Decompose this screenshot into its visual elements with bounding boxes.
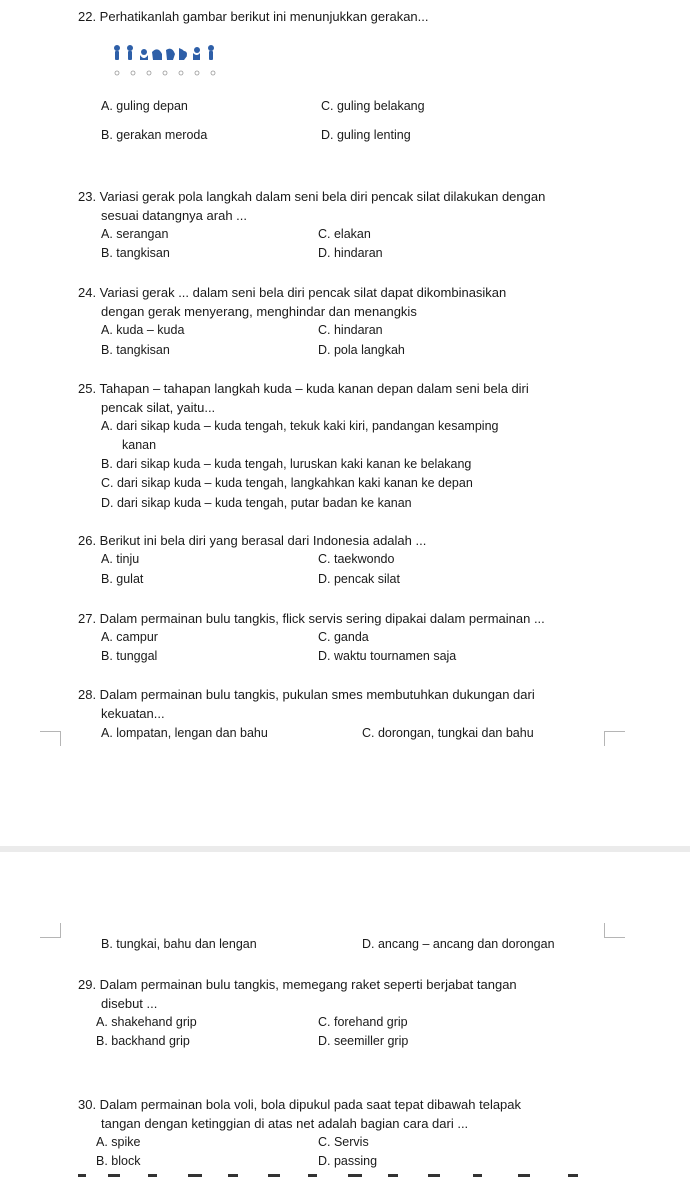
cut-off-next-line <box>78 1170 598 1177</box>
q29-option-b[interactable]: B. backhand grip <box>96 1034 190 1048</box>
q22-option-a[interactable]: A. guling depan <box>101 99 188 113</box>
question-23-stem-line2: sesuai datangnya arah ... <box>101 208 247 223</box>
q28-option-b[interactable]: B. tungkai, bahu dan lengan <box>101 937 257 951</box>
q28-option-c[interactable]: C. dorongan, tungkai dan bahu <box>362 726 534 740</box>
crop-mark-top-left <box>40 731 61 746</box>
question-29-stem-line2: disebut ... <box>101 996 158 1011</box>
q23-option-d[interactable]: D. hindaran <box>318 246 383 260</box>
question-22-stem: 22. Perhatikanlah gambar berikut ini menunjukkan gerakan... <box>78 9 429 24</box>
question-25-stem-line1: 25. Tahapan – tahapan langkah kuda – kuda kanan depan dalam seni bela diri <box>78 381 529 396</box>
question-28-stem-line1: 28. Dalam permainan bulu tangkis, pukulan smes membutuhkan dukungan dari <box>78 687 535 702</box>
question-23-stem-line1: 23. Variasi gerak pola langkah dalam seni bela diri pencak silat dilakukan dengan <box>78 189 546 204</box>
q24-option-d[interactable]: D. pola langkah <box>318 343 405 357</box>
q29-option-c[interactable]: C. forehand grip <box>318 1015 408 1029</box>
q23-option-b[interactable]: B. tangkisan <box>101 246 170 260</box>
rolling-figures-illustration <box>111 40 221 80</box>
q27-option-d[interactable]: D. waktu tournamen saja <box>318 649 457 663</box>
q23-option-c[interactable]: C. elakan <box>318 227 371 241</box>
q28-option-d[interactable]: D. ancang – ancang dan dorongan <box>362 937 555 951</box>
q22-option-d[interactable]: D. guling lenting <box>321 128 411 142</box>
question-30-stem-line1: 30. Dalam permainan bola voli, bola dipukul pada saat tepat dibawah telapak <box>78 1097 522 1112</box>
q27-option-a[interactable]: A. campur <box>101 630 158 644</box>
q25-option-a-line2[interactable]: kanan <box>122 438 157 452</box>
q27-option-b[interactable]: B. tunggal <box>101 649 158 663</box>
q25-option-d[interactable]: D. dari sikap kuda – kuda tengah, putar badan ke kanan <box>101 496 412 510</box>
q27-option-c[interactable]: C. ganda <box>318 630 369 644</box>
q25-option-b[interactable]: B. dari sikap kuda – kuda tengah, luruskan kaki kanan ke belakang <box>101 457 472 471</box>
question-24-stem-line1: 24. Variasi gerak ... dalam seni bela diri pencak silat dapat dikombinasikan <box>78 285 507 300</box>
q24-option-c[interactable]: C. hindaran <box>318 323 383 337</box>
q29-option-a[interactable]: A. shakehand grip <box>96 1015 197 1029</box>
question-30-stem-line2: tangan dengan ketinggian di atas net adalah bagian cara dari ... <box>101 1116 469 1131</box>
q28-option-a[interactable]: A. lompatan, lengan dan bahu <box>101 726 268 740</box>
crop-mark-bottom-left <box>40 923 61 938</box>
q22-option-c[interactable]: C. guling belakang <box>321 99 425 113</box>
crop-mark-top-right <box>604 731 625 746</box>
question-25-stem-line2: pencak silat, yaitu... <box>101 400 216 415</box>
q26-option-b[interactable]: B. gulat <box>101 572 144 586</box>
q26-option-c[interactable]: C. taekwondo <box>318 552 395 566</box>
q24-option-b[interactable]: B. tangkisan <box>101 343 170 357</box>
q26-option-a[interactable]: A. tinju <box>101 552 140 566</box>
q24-option-a[interactable]: A. kuda – kuda <box>101 323 185 337</box>
crop-mark-bottom-right <box>604 923 625 938</box>
question-27-stem: 27. Dalam permainan bulu tangkis, flick servis sering dipakai dalam permainan ... <box>78 611 545 626</box>
q30-option-c[interactable]: C. Servis <box>318 1135 369 1149</box>
q25-option-c[interactable]: C. dari sikap kuda – kuda tengah, langkahkan kaki kanan ke depan <box>101 476 473 490</box>
question-28-stem-line2: kekuatan... <box>101 706 165 721</box>
q23-option-a[interactable]: A. serangan <box>101 227 169 241</box>
question-29-stem-line1: 29. Dalam permainan bulu tangkis, memegang raket seperti berjabat tangan <box>78 977 517 992</box>
question-26-stem: 26. Berikut ini bela diri yang berasal dari Indonesia adalah ... <box>78 533 427 548</box>
q30-option-b[interactable]: B. block <box>96 1154 141 1168</box>
q22-option-b[interactable]: B. gerakan meroda <box>101 128 208 142</box>
question-24-stem-line2: dengan gerak menyerang, menghindar dan menangkis <box>101 304 417 319</box>
q29-option-d[interactable]: D. seemiller grip <box>318 1034 409 1048</box>
q30-option-a[interactable]: A. spike <box>96 1135 141 1149</box>
q30-option-d[interactable]: D. passing <box>318 1154 378 1168</box>
q25-option-a-line1[interactable]: A. dari sikap kuda – kuda tengah, tekuk kaki kiri, pandangan kesamping <box>101 419 499 433</box>
q26-option-d[interactable]: D. pencak silat <box>318 572 400 586</box>
